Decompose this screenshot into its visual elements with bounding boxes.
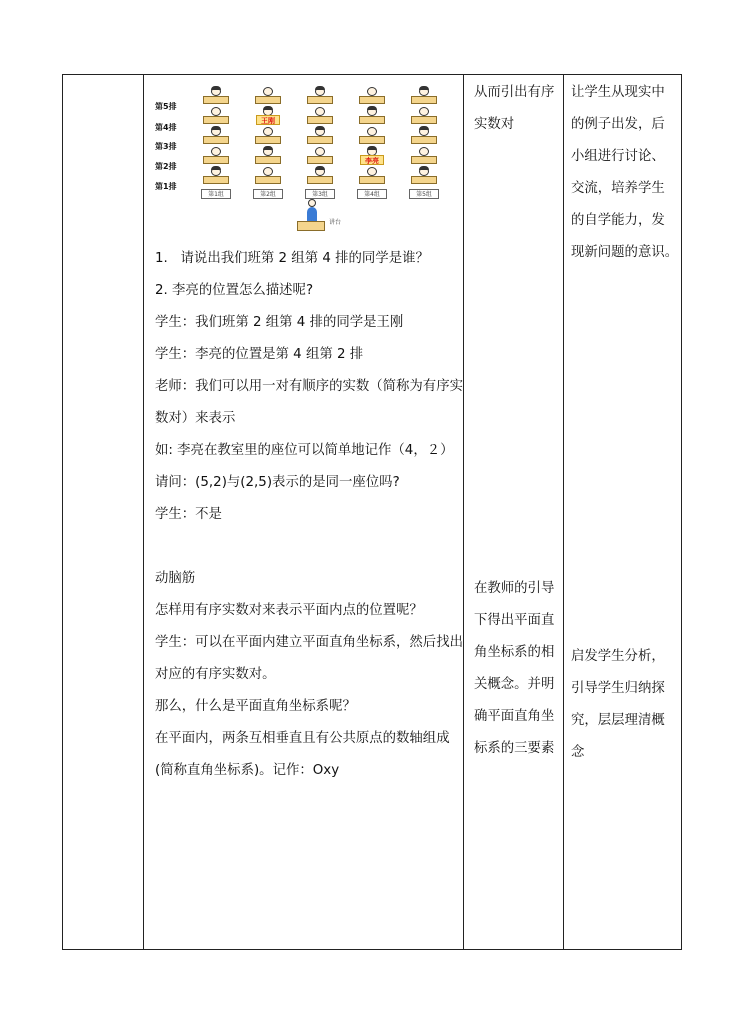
question-2: 2. 李亮的位置怎么描述呢? [155, 283, 314, 298]
column-divider [143, 75, 144, 949]
text-line: 交流，培养学生 [571, 181, 665, 196]
student-answer-4: 学生：可以在平面内建立平面直角坐标系，然后找出对应的有序实数对。 [155, 635, 463, 682]
question-3: 请问：(5,2)与(2,5)表示的是同一座位吗? [155, 475, 400, 490]
text-line: 从而引出有序 [474, 85, 555, 100]
text-line: 现新问题的意识。 [571, 245, 679, 260]
text-line: 的例子出发，后 [571, 117, 665, 132]
question-4: 怎样用有序实数对来表示平面内点的位置呢？ [155, 603, 423, 618]
group-label: 第1组 [201, 189, 231, 199]
text-line: 启发学生分析， [571, 649, 665, 664]
text-line: 念 [571, 745, 585, 760]
text-line: 实数对 [474, 117, 515, 132]
text-line: 让学生从现实中 [571, 85, 665, 100]
text-line: 确平面直角坐 [474, 709, 555, 724]
student-answer-2: 学生：李亮的位置是第 4 组第 2 排 [155, 347, 364, 362]
classroom-seating-figure [155, 81, 445, 233]
example-line: 如: 李亮在教室里的座位可以简单地记作（4，２） [155, 443, 454, 458]
text-line: 标系的三要素 [474, 741, 555, 756]
text-line: 在教师的引导 [474, 581, 555, 596]
student-answer-1: 学生：我们班第 2 组第 4 排的同学是王刚 [155, 315, 404, 330]
group-label: 第2组 [253, 189, 283, 199]
definition-text: 在平面内，两条互相垂直且有公共原点的数轴组成(简称直角坐标系)。记作：Oxy [155, 731, 450, 778]
text-line: 下得出平面直 [474, 613, 555, 628]
teaching-content-column [149, 243, 467, 787]
podium-label: 讲台 [329, 219, 342, 226]
name-tag-wanggang: 王刚 [256, 115, 280, 125]
group-label: 第5组 [409, 189, 439, 199]
lesson-table [62, 74, 682, 950]
text-line: 关概念。并明 [474, 677, 555, 692]
group-label: 第3组 [305, 189, 335, 199]
teacher-podium [297, 203, 342, 233]
row-label: 第2排 [155, 162, 177, 171]
design-intent-block-2 [469, 573, 565, 765]
name-tag-liliang: 李亮 [360, 155, 384, 165]
purpose-block-1 [566, 77, 682, 269]
text-line: 究，层层理清概 [571, 713, 665, 728]
row-label: 第1排 [155, 182, 177, 191]
student-answer-3: 学生：不是 [155, 507, 222, 522]
text-line: 角坐标系的相 [474, 645, 555, 660]
group-label: 第4组 [357, 189, 387, 199]
text-line: 小组进行讨论、 [571, 149, 665, 164]
question-5: 那么，什么是平面直角坐标系呢？ [155, 699, 356, 714]
design-intent-block-1 [469, 77, 565, 141]
text-line: 引导学生归纳探 [571, 681, 665, 696]
question-1: 1. 请说出我们班第 2 组第 4 排的同学是谁？ [155, 251, 429, 266]
row-label: 第3排 [155, 142, 177, 151]
row-label: 第5排 [155, 102, 177, 111]
teacher-remark: 老师：我们可以用一对有顺序的实数（简称为有序实数对）来表示 [155, 379, 463, 426]
column-divider [563, 75, 564, 949]
row-label: 第4排 [155, 123, 177, 132]
section-heading: 动脑筋 [155, 571, 196, 586]
text-line: 的自学能力，发 [571, 213, 665, 228]
purpose-block-2 [566, 641, 682, 769]
